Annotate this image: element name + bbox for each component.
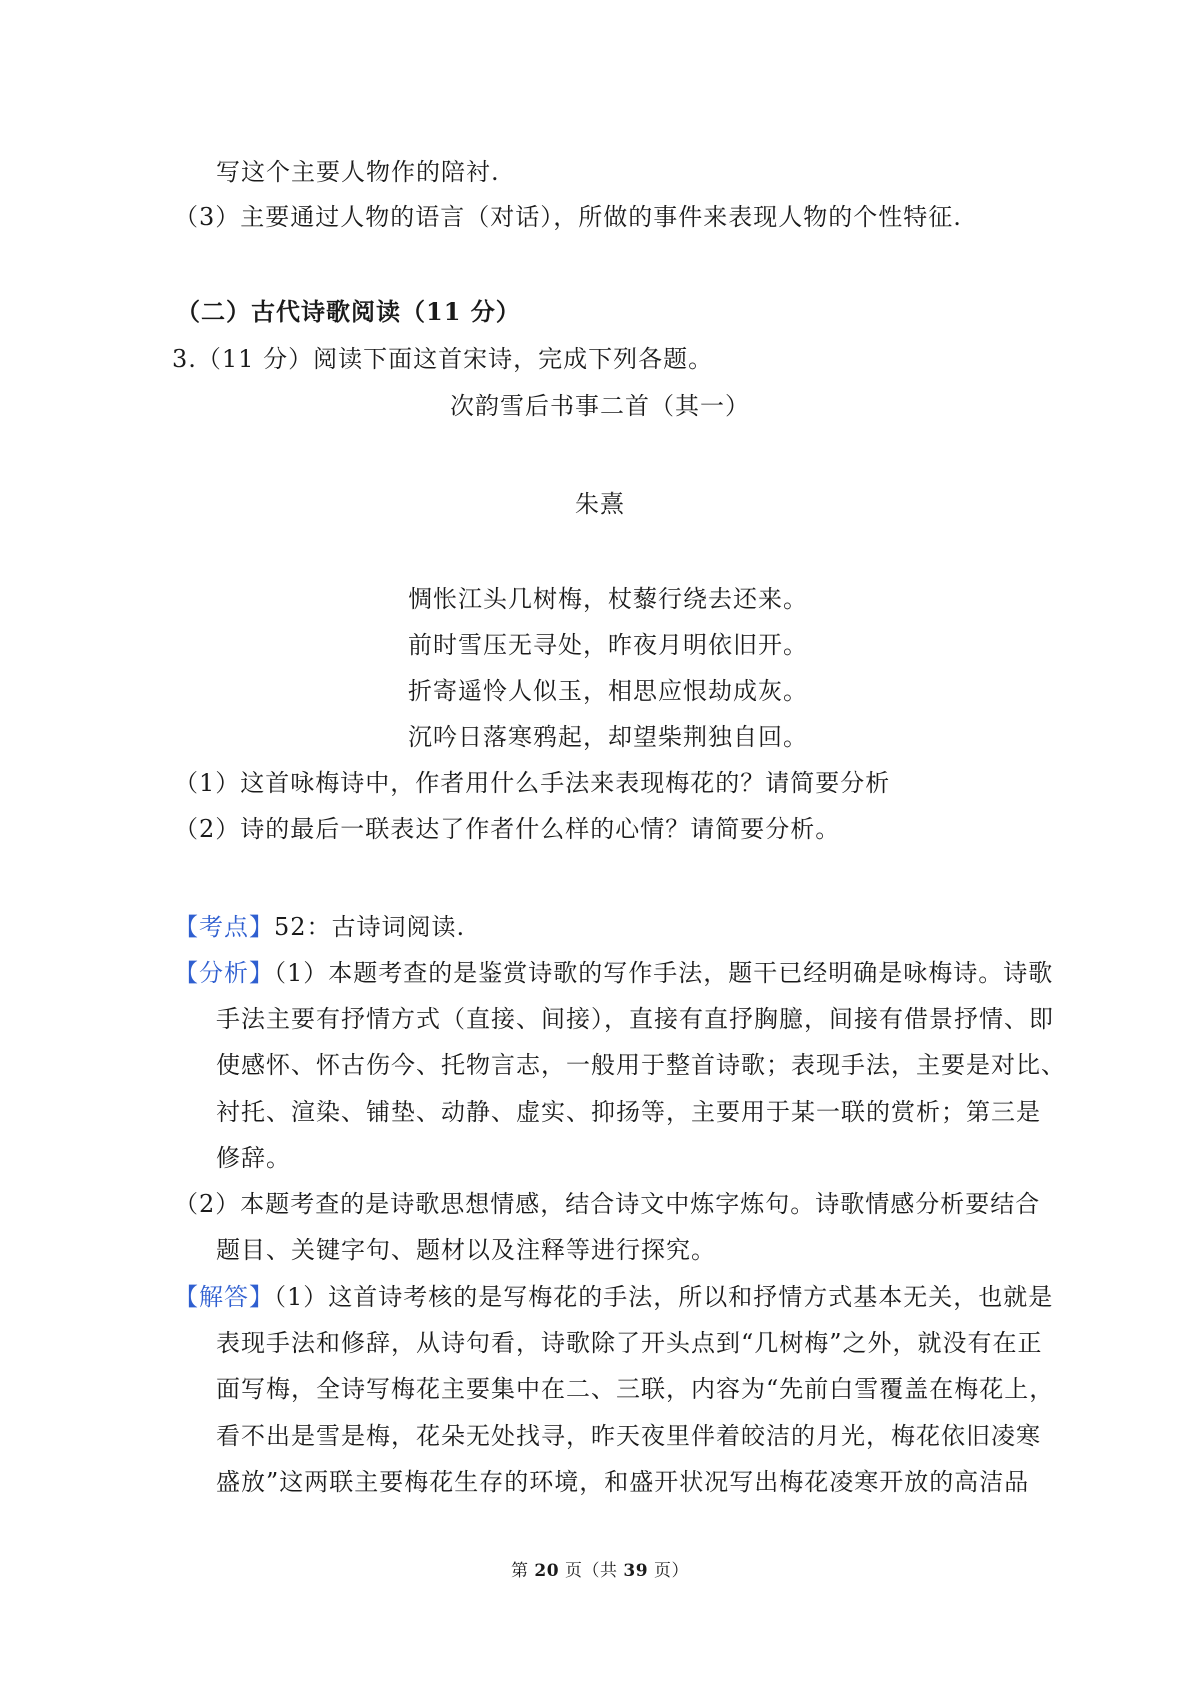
question-intro: 3.（11 分）阅读下面这首宋诗，完成下列各题。 — [172, 345, 714, 373]
jieda-line: 表现手法和修辞，从诗句看，诗歌除了开头点到“几树梅”之外，就没有在正 — [216, 1329, 1043, 1357]
kaodian-row — [174, 911, 465, 943]
kaodian-tag: 【考点】 — [174, 913, 274, 941]
fenxi-line: 修辞。 — [216, 1144, 291, 1172]
top-text-line-1: 写这个主要人物作的陪衬. — [216, 158, 500, 186]
footer-suffix: 页） — [648, 1561, 689, 1581]
poem-line: 折寄遥怜人似玉，相思应恨劫成灰。 — [408, 677, 808, 705]
section-heading: （二）古代诗歌阅读（11 分） — [176, 297, 521, 326]
poem-line: 惆怅江头几树梅，杖藜行绕去还来。 — [408, 585, 808, 613]
fenxi-tag: 【分析】 — [174, 959, 274, 987]
jieda-line: 看不出是雪是梅，花朵无处找寻，昨天夜里伴着皎洁的月光，梅花依旧凌寒 — [216, 1422, 1041, 1450]
footer-total-pages: 39 — [623, 1561, 649, 1581]
fenxi-row — [174, 957, 1053, 989]
footer-middle: 页（共 — [559, 1561, 624, 1581]
poem-title: 次韵雪后书事二首（其一） — [450, 392, 750, 420]
jieda-row — [174, 1281, 1053, 1313]
jieda-line: 盛放”这两联主要梅花生存的环境，和盛开状况写出梅花凌寒开放的高洁品 — [216, 1468, 1030, 1496]
poem-line: 前时雪压无寻处，昨夜月明依旧开。 — [408, 631, 808, 659]
fenxi-line: （2）本题考查的是诗歌思想情感，结合诗文中炼字炼句。诗歌情感分析要结合 — [174, 1190, 1041, 1218]
sub-question-1: （1）这首咏梅诗中，作者用什么手法来表现梅花的？请简要分析 — [174, 769, 891, 797]
top-text-line-2: （3）主要通过人物的语言（对话），所做的事件来表现人物的个性特征. — [174, 203, 962, 231]
fenxi-line: （1）本题考查的是鉴赏诗歌的写作手法，题干已经明确是咏梅诗。诗歌 — [274, 959, 1054, 987]
jieda-tag: 【解答】 — [174, 1283, 274, 1311]
footer-prefix: 第 — [511, 1561, 535, 1581]
page-footer — [0, 1560, 1200, 1582]
fenxi-line: 使感怀、怀古伤今、托物言志，一般用于整首诗歌；表现手法，主要是对比、 — [216, 1051, 1066, 1079]
poem-author: 朱熹 — [575, 490, 625, 518]
fenxi-line: 衬托、渲染、铺垫、动静、虚实、抑扬等，主要用于某一联的赏析；第三是 — [216, 1098, 1041, 1126]
fenxi-line: 题目、关键字句、题材以及注释等进行探究。 — [216, 1236, 716, 1264]
poem-line: 沉吟日落寒鸦起，却望柴荆独自回。 — [408, 723, 808, 751]
jieda-line: （1）这首诗考核的是写梅花的手法，所以和抒情方式基本无关，也就是 — [274, 1283, 1054, 1311]
footer-page-number: 20 — [534, 1561, 560, 1581]
sub-question-2: （2）诗的最后一联表达了作者什么样的心情？请简要分析。 — [174, 815, 841, 843]
kaodian-text: 52：古诗词阅读. — [274, 913, 466, 941]
jieda-line: 面写梅，全诗写梅花主要集中在二、三联，内容为“先前白雪覆盖在梅花上， — [216, 1375, 1055, 1403]
fenxi-line: 手法主要有抒情方式（直接、间接），直接有直抒胸臆，间接有借景抒情、即 — [216, 1005, 1054, 1033]
